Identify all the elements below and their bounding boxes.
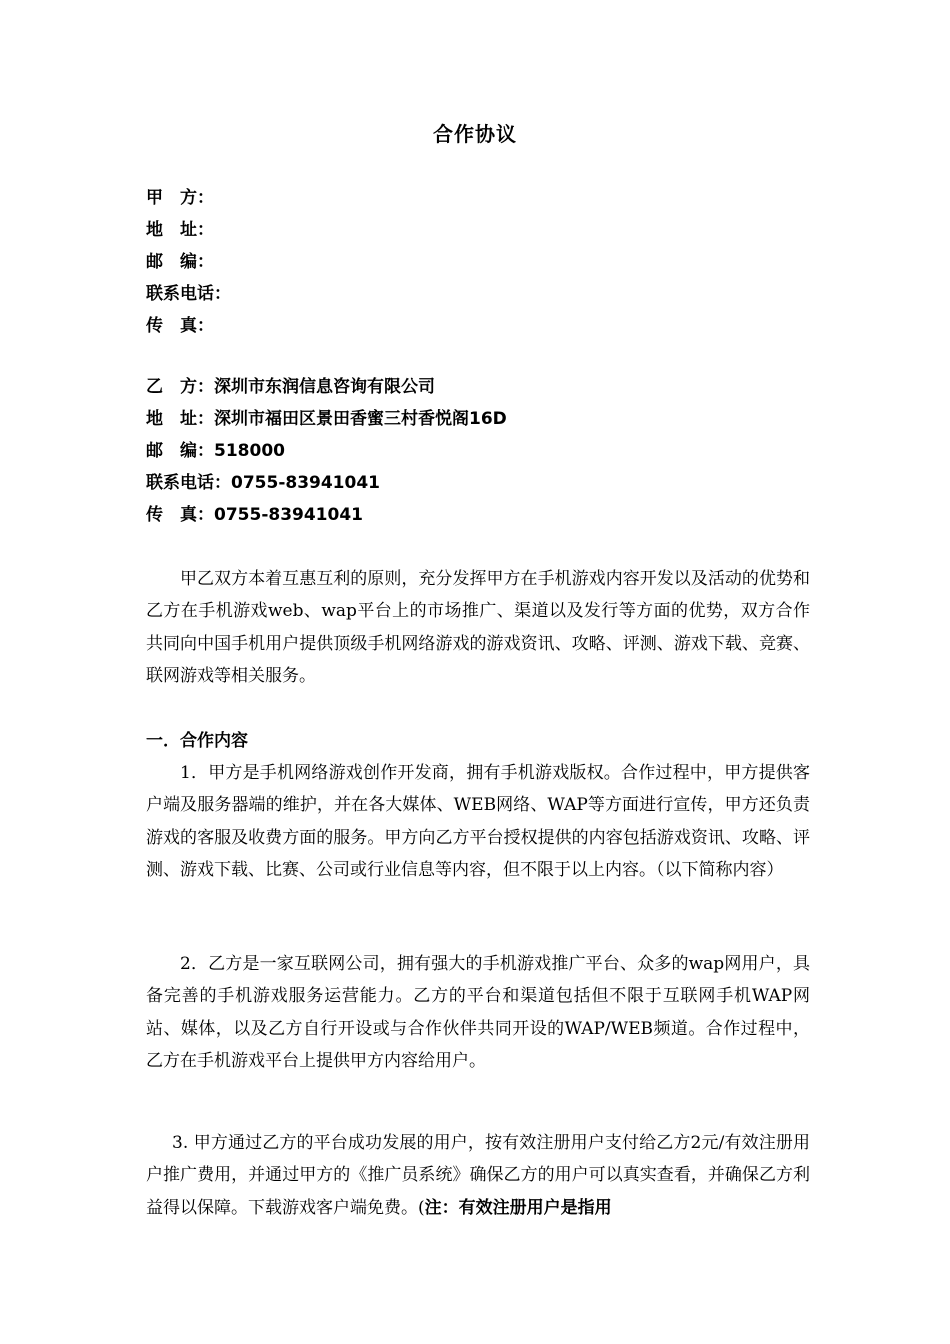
clause-item-3-text: 3. 甲方通过乙方的平台成功发展的用户，按有效注册用户支付给乙方2元/有效注册用户推广费用，并通过甲方的《推广员系统》确保乙方的用户可以真实查看，并确保乙方利益得以保障。下载游戏客户端免费。( [146, 1133, 810, 1218]
party-a-address-label: 地 址： [146, 220, 214, 240]
clause-item-3 [146, 1127, 810, 1224]
party-a-name-row [146, 182, 806, 214]
party-a-fax-label: 传 真： [146, 316, 214, 336]
party-a-fax-row [146, 310, 806, 342]
clause-item-1: 1．甲方是手机网络游戏创作开发商，拥有手机游戏版权。合作过程中，甲方提供客户端及服务器端的维护，并在各大媒体、WEB网络、WAP等方面进行宣传，甲方还负责游戏的客服及收费方面的服务。甲方向乙方平台授权提供的内容包括游戏资讯、攻略、评测、游戏下载、比赛、公司或行业信息等内容，但不限于以上内容。（以下简称内容） [146, 763, 810, 880]
party-a-block [146, 182, 806, 342]
party-a-address-row [146, 214, 806, 246]
party-b-phone-label: 联系电话： [146, 473, 231, 493]
party-b-phone-value: 0755-83941041 [231, 473, 380, 493]
party-b-fax-value: 0755-83941041 [214, 505, 363, 525]
party-b-fax-label: 传 真： [146, 505, 214, 525]
party-b-address-value: 深圳市福田区景田香蜜三村香悦阁16D [214, 409, 507, 429]
party-a-phone-row [146, 278, 806, 310]
clause-item-2: 2．乙方是一家互联网公司，拥有强大的手机游戏推广平台、众多的wap网用户，具备完善的手机游戏服务运营能力。乙方的平台和渠道包括但不限于互联网手机WAP网站、媒体，以及乙方自行开设或与合作伙伴共同开设的WAP/WEB频道。合作过程中，乙方在手机游戏平台上提供甲方内容给用户。 [146, 954, 810, 1071]
party-b-name-row [146, 371, 806, 403]
party-a-name-label: 甲 方： [146, 188, 214, 208]
party-a-postcode-row [146, 246, 806, 278]
party-a-postcode-label: 邮 编： [146, 252, 214, 272]
intro-paragraph: 甲乙双方本着互惠互利的原则，充分发挥甲方在手机游戏内容开发以及活动的优势和乙方在手机游戏web、wap平台上的市场推广、渠道以及发行等方面的优势，双方合作共同向中国手机用户提供顶级手机网络游戏的游戏资讯、攻略、评测、游戏下载、竞赛、联网游戏等相关服务。 [146, 569, 810, 686]
party-b-postcode-value: 518000 [214, 441, 285, 461]
party-b-postcode-row [146, 435, 806, 467]
party-b-phone-row [146, 467, 806, 499]
party-b-address-row [146, 403, 806, 435]
party-b-fax-row [146, 499, 806, 531]
party-a-phone-label: 联系电话： [146, 284, 231, 304]
party-b-name-label: 乙 方： [146, 377, 214, 397]
section-heading-cooperation: 一．合作内容 [146, 731, 248, 751]
party-b-address-label: 地 址： [146, 409, 214, 429]
party-b-postcode-label: 邮 编： [146, 441, 214, 461]
clause-item-3-note: 注：有效注册用户是指用 [424, 1197, 612, 1218]
document-title: 合作协议 [433, 122, 517, 146]
party-b-block [146, 371, 806, 531]
party-b-name-value: 深圳市东润信息咨询有限公司 [214, 377, 435, 397]
